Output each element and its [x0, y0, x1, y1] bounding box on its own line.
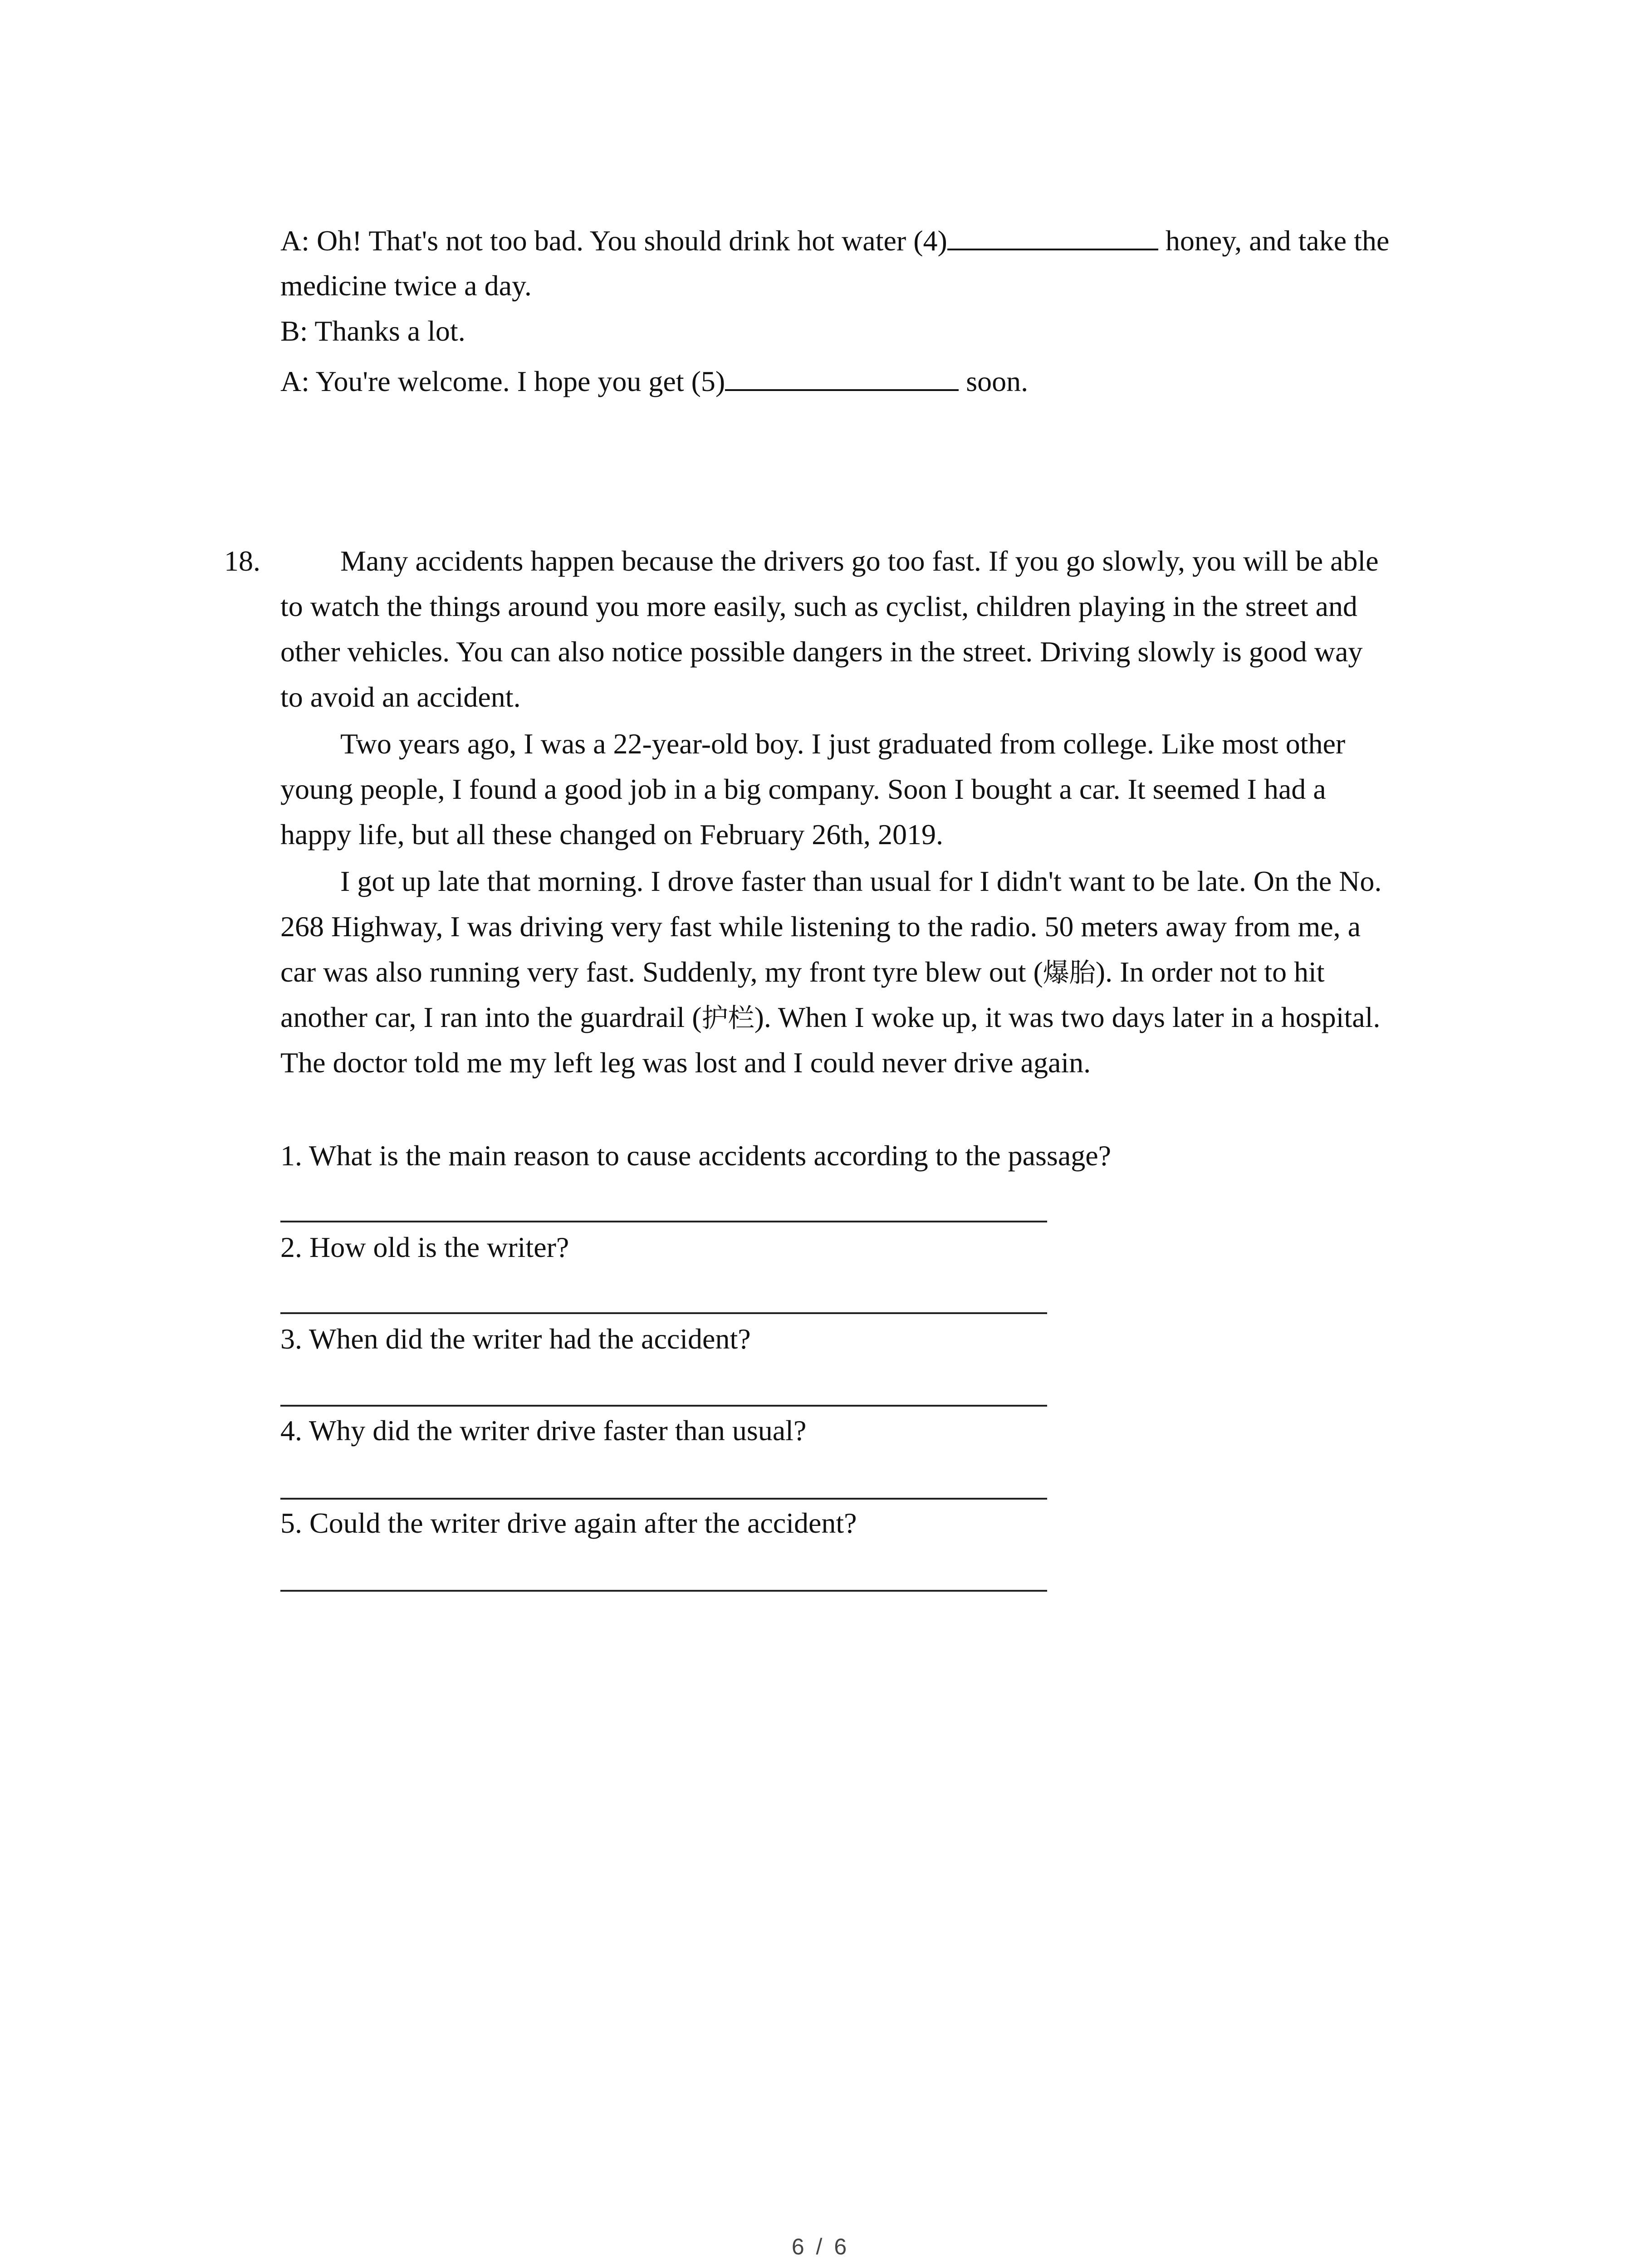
passage-p3-line5: The doctor told me my left leg was lost and I could never drive again. — [280, 1046, 1091, 1079]
passage-text: ). When I woke up, it was two days later in a hospital. — [754, 1001, 1381, 1033]
passage-p2-line3: happy life, but all these changed on February 26th, 2019. — [280, 818, 943, 850]
chinese-gloss: 护栏 — [701, 1002, 754, 1033]
dialogue-line-a-5 — [280, 363, 1028, 400]
dialogue-line-a-4-cont: medicine twice a day. — [280, 269, 532, 302]
passage-p2-line1: Two years ago, I was a 22-year-old boy. I just graduated from college. Like most other — [340, 728, 1346, 760]
passage-text: car was also running very fast. Suddenly, my front tyre blew out ( — [280, 956, 1043, 988]
dialogue-text: A: You're welcome. I hope you get (5) — [280, 365, 725, 397]
passage-text: ). In order not to hit — [1095, 956, 1325, 988]
comprehension-question-4: 4. Why did the writer drive faster than usual? — [280, 1414, 807, 1447]
dialogue-text: honey, and take the — [1158, 225, 1390, 257]
question-number: 18. — [224, 545, 260, 577]
page-number: 6 / 6 — [791, 2234, 850, 2259]
comprehension-question-3: 3. When did the writer had the accident? — [280, 1323, 751, 1355]
chinese-gloss: 爆胎 — [1043, 957, 1096, 988]
answer-line-4[interactable] — [280, 1498, 1047, 1500]
comprehension-question-1: 1. What is the main reason to cause accidents according to the passage? — [280, 1139, 1112, 1172]
passage-p3-line3 — [280, 954, 1325, 991]
dialogue-line-a-4 — [280, 222, 1389, 259]
comprehension-question-2: 2. How old is the writer? — [280, 1231, 569, 1263]
answer-line-1[interactable] — [280, 1221, 1047, 1222]
passage-p3-line4 — [280, 999, 1380, 1036]
dialogue-text: A: Oh! That's not too bad. You should drink hot water (4) — [280, 225, 947, 257]
passage-text: another car, I ran into the guardrail ( — [280, 1001, 702, 1033]
comprehension-question-5: 5. Could the writer drive again after the accident? — [280, 1507, 857, 1539]
answer-line-5[interactable] — [280, 1590, 1047, 1592]
passage-p1-line1: Many accidents happen because the drivers go too fast. If you go slowly, you will be able — [340, 545, 1379, 577]
passage-p1-line2: to watch the things around you more easily, such as cyclist, children playing in the street and — [280, 590, 1357, 622]
answer-line-2[interactable] — [280, 1312, 1047, 1314]
passage-p1-line4: to avoid an accident. — [280, 681, 521, 713]
dialogue-line-b: B: Thanks a lot. — [280, 315, 465, 347]
passage-p1-line3: other vehicles. You can also notice possible dangers in the street. Driving slowly is good way — [280, 635, 1363, 668]
fill-blank-4[interactable] — [947, 222, 1158, 250]
passage-p3-line2: 268 Highway, I was driving very fast while listening to the radio. 50 meters away from me, a — [280, 910, 1361, 943]
passage-p3-line1: I got up late that morning. I drove faster than usual for I didn't want to be late. On the No. — [340, 865, 1382, 897]
dialogue-text: soon. — [959, 365, 1029, 397]
answer-line-3[interactable] — [280, 1405, 1047, 1407]
fill-blank-5[interactable] — [725, 363, 959, 391]
passage-p2-line2: young people, I found a good job in a big company. Soon I bought a car. It seemed I had a — [280, 773, 1326, 805]
